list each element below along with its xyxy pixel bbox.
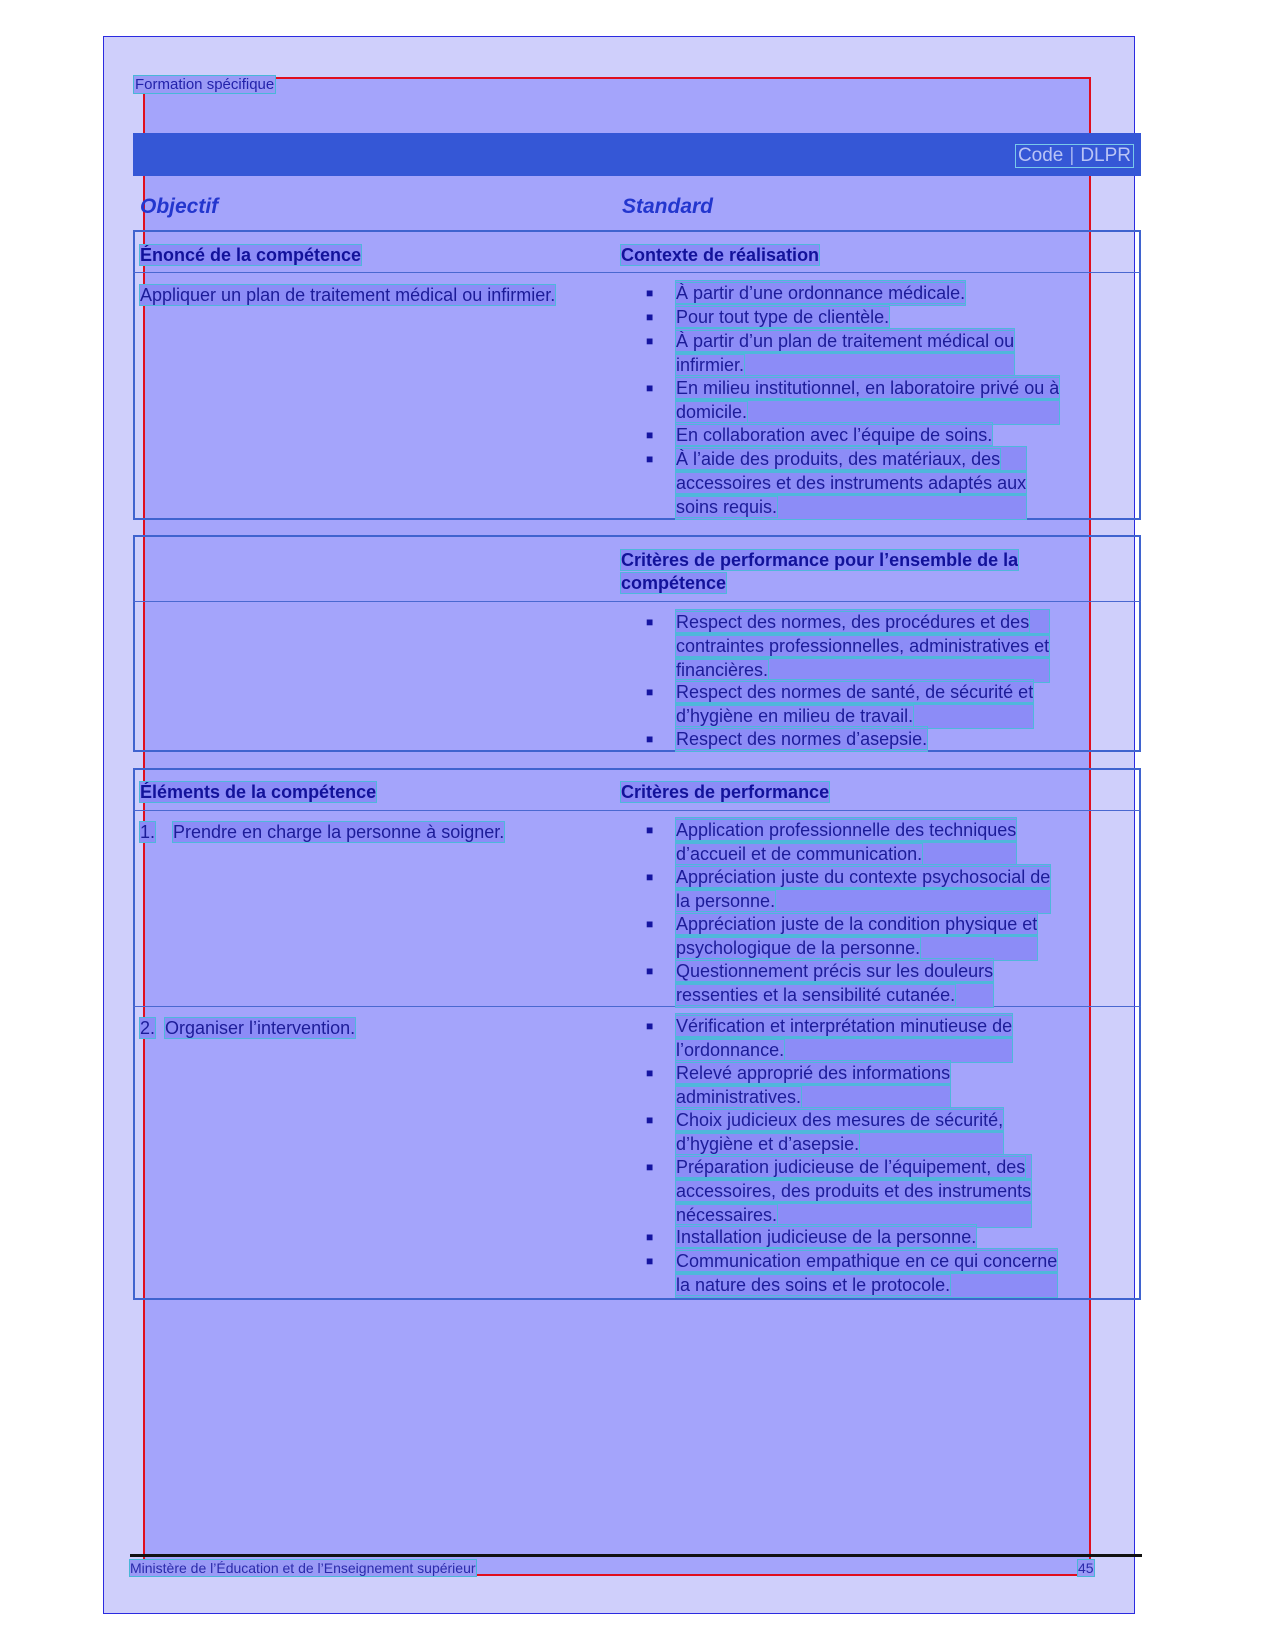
bullet-text: Installation judicieuse de la personne. xyxy=(676,1227,977,1247)
bullet-text: nécessaires. xyxy=(676,1205,778,1225)
table-divider xyxy=(133,810,1141,811)
element-2: 2. Organiser l’intervention. xyxy=(140,1018,356,1038)
bullet-icon: ■ xyxy=(646,1230,654,1244)
bullet-text: Appréciation juste du contexte psychosocial de xyxy=(676,867,1051,887)
bullet-text: À l’aide des produits, des matériaux, des xyxy=(676,449,1001,469)
footer-rule xyxy=(130,1554,1142,1557)
page-number: 45 xyxy=(1078,1560,1094,1576)
footer-ministry: Ministère de l’Éducation et de l’Enseignement supérieur xyxy=(130,1560,476,1576)
bullet-text: En milieu institutionnel, en laboratoire privé ou à xyxy=(676,378,1060,398)
bullet-text: accessoires, des produits et des instruments xyxy=(676,1181,1032,1201)
table-divider xyxy=(133,272,1141,273)
element-1: 1. Prendre en charge la personne à soigner. xyxy=(140,822,505,842)
bullet-icon: ■ xyxy=(646,917,654,931)
bullet-icon: ■ xyxy=(646,823,654,837)
bullet-text: Respect des normes, des procédures et des xyxy=(676,612,1030,632)
bullet-icon: ■ xyxy=(646,1160,654,1174)
bullet-icon: ■ xyxy=(646,615,654,629)
bullet-text: Préparation judicieuse de l’équipement, des xyxy=(676,1157,1026,1177)
bullet-icon: ■ xyxy=(646,452,654,466)
context-header: Contexte de réalisation xyxy=(621,245,820,265)
bullet-text: Vérification et interprétation minutieuse de xyxy=(676,1016,1013,1036)
bullet-text: Questionnement précis sur les douleurs xyxy=(676,961,994,981)
code-banner xyxy=(133,133,1141,176)
bullet-icon: ■ xyxy=(646,1019,654,1033)
bullet-icon: ■ xyxy=(646,685,654,699)
bullet-text: Choix judicieux des mesures de sécurité, xyxy=(676,1110,1004,1130)
competence-statement: Appliquer un plan de traitement médical ou infirmier. xyxy=(140,285,556,305)
bullet-icon: ■ xyxy=(646,1254,654,1268)
objective-heading: Objectif xyxy=(140,195,219,218)
bullet-text: d’accueil et de communication. xyxy=(676,844,923,864)
performance-criteria-header: Critères de performance xyxy=(621,782,830,802)
bullet-icon: ■ xyxy=(646,870,654,884)
bullet-text: soins requis. xyxy=(676,497,778,517)
bullet-text: En collaboration avec l’équipe de soins. xyxy=(676,425,993,445)
bullet-text: domicile. xyxy=(676,402,748,422)
bullet-text: contraintes professionnelles, administratives et xyxy=(676,636,1050,656)
bullet-icon: ■ xyxy=(646,286,654,300)
bullet-text: financières. xyxy=(676,660,769,680)
bullet-icon: ■ xyxy=(646,334,654,348)
bullet-text: d’hygiène et d’asepsie. xyxy=(676,1134,860,1154)
statement-header: Énoncé de la compétence xyxy=(140,245,362,265)
bullet-text: Communication empathique en ce qui concerne xyxy=(676,1251,1058,1271)
bullet-text: d’hygiène en milieu de travail. xyxy=(676,706,914,726)
bullet-icon: ■ xyxy=(646,964,654,978)
bullet-icon: ■ xyxy=(646,381,654,395)
standard-heading: Standard xyxy=(622,195,714,218)
bullet-text: l’ordonnance. xyxy=(676,1040,785,1060)
bullet-text: Respect des normes d’asepsie. xyxy=(676,729,928,749)
bullet-text: la nature des soins et le protocole. xyxy=(676,1275,951,1295)
bullet-text: À partir d’un plan de traitement médical ou xyxy=(676,331,1015,351)
bullet-text: Pour tout type de clientèle. xyxy=(676,307,890,327)
bullet-icon: ■ xyxy=(646,428,654,442)
bullet-text: administratives. xyxy=(676,1087,802,1107)
bullet-icon: ■ xyxy=(646,732,654,746)
code-label-group: Code | DLPR xyxy=(1017,145,1131,166)
bullet-text: ressenties et la sensibilité cutanée. xyxy=(676,985,956,1005)
bullet-icon: ■ xyxy=(646,1113,654,1127)
bullet-icon: ■ xyxy=(646,310,654,324)
bullet-text: accessoires et des instruments adaptés aux xyxy=(676,473,1027,493)
overall-criteria-header-cont: compétence xyxy=(621,573,727,593)
bullet-text: infirmier. xyxy=(676,355,745,375)
bullet-text: À partir d’une ordonnance médicale. xyxy=(676,283,966,303)
elements-header: Éléments de la compétence xyxy=(140,782,377,802)
code-label: Code xyxy=(1017,145,1064,166)
bullet-text: Application professionnelle des techniques xyxy=(676,820,1017,840)
overall-criteria-header: Critères de performance pour l’ensemble de la xyxy=(621,550,1019,570)
bullet-text: Relevé approprié des informations xyxy=(676,1063,951,1083)
program-header: Formation spécifique xyxy=(135,76,275,93)
bullet-text: Appréciation juste de la condition physique et xyxy=(676,914,1038,934)
table-divider xyxy=(133,601,1141,602)
bullet-text: psychologique de la personne. xyxy=(676,938,921,958)
code-value: DLPR xyxy=(1080,145,1131,166)
bullet-text: Respect des normes de santé, de sécurité et xyxy=(676,682,1034,702)
bullet-icon: ■ xyxy=(646,1066,654,1080)
bullet-text: la personne. xyxy=(676,891,776,911)
